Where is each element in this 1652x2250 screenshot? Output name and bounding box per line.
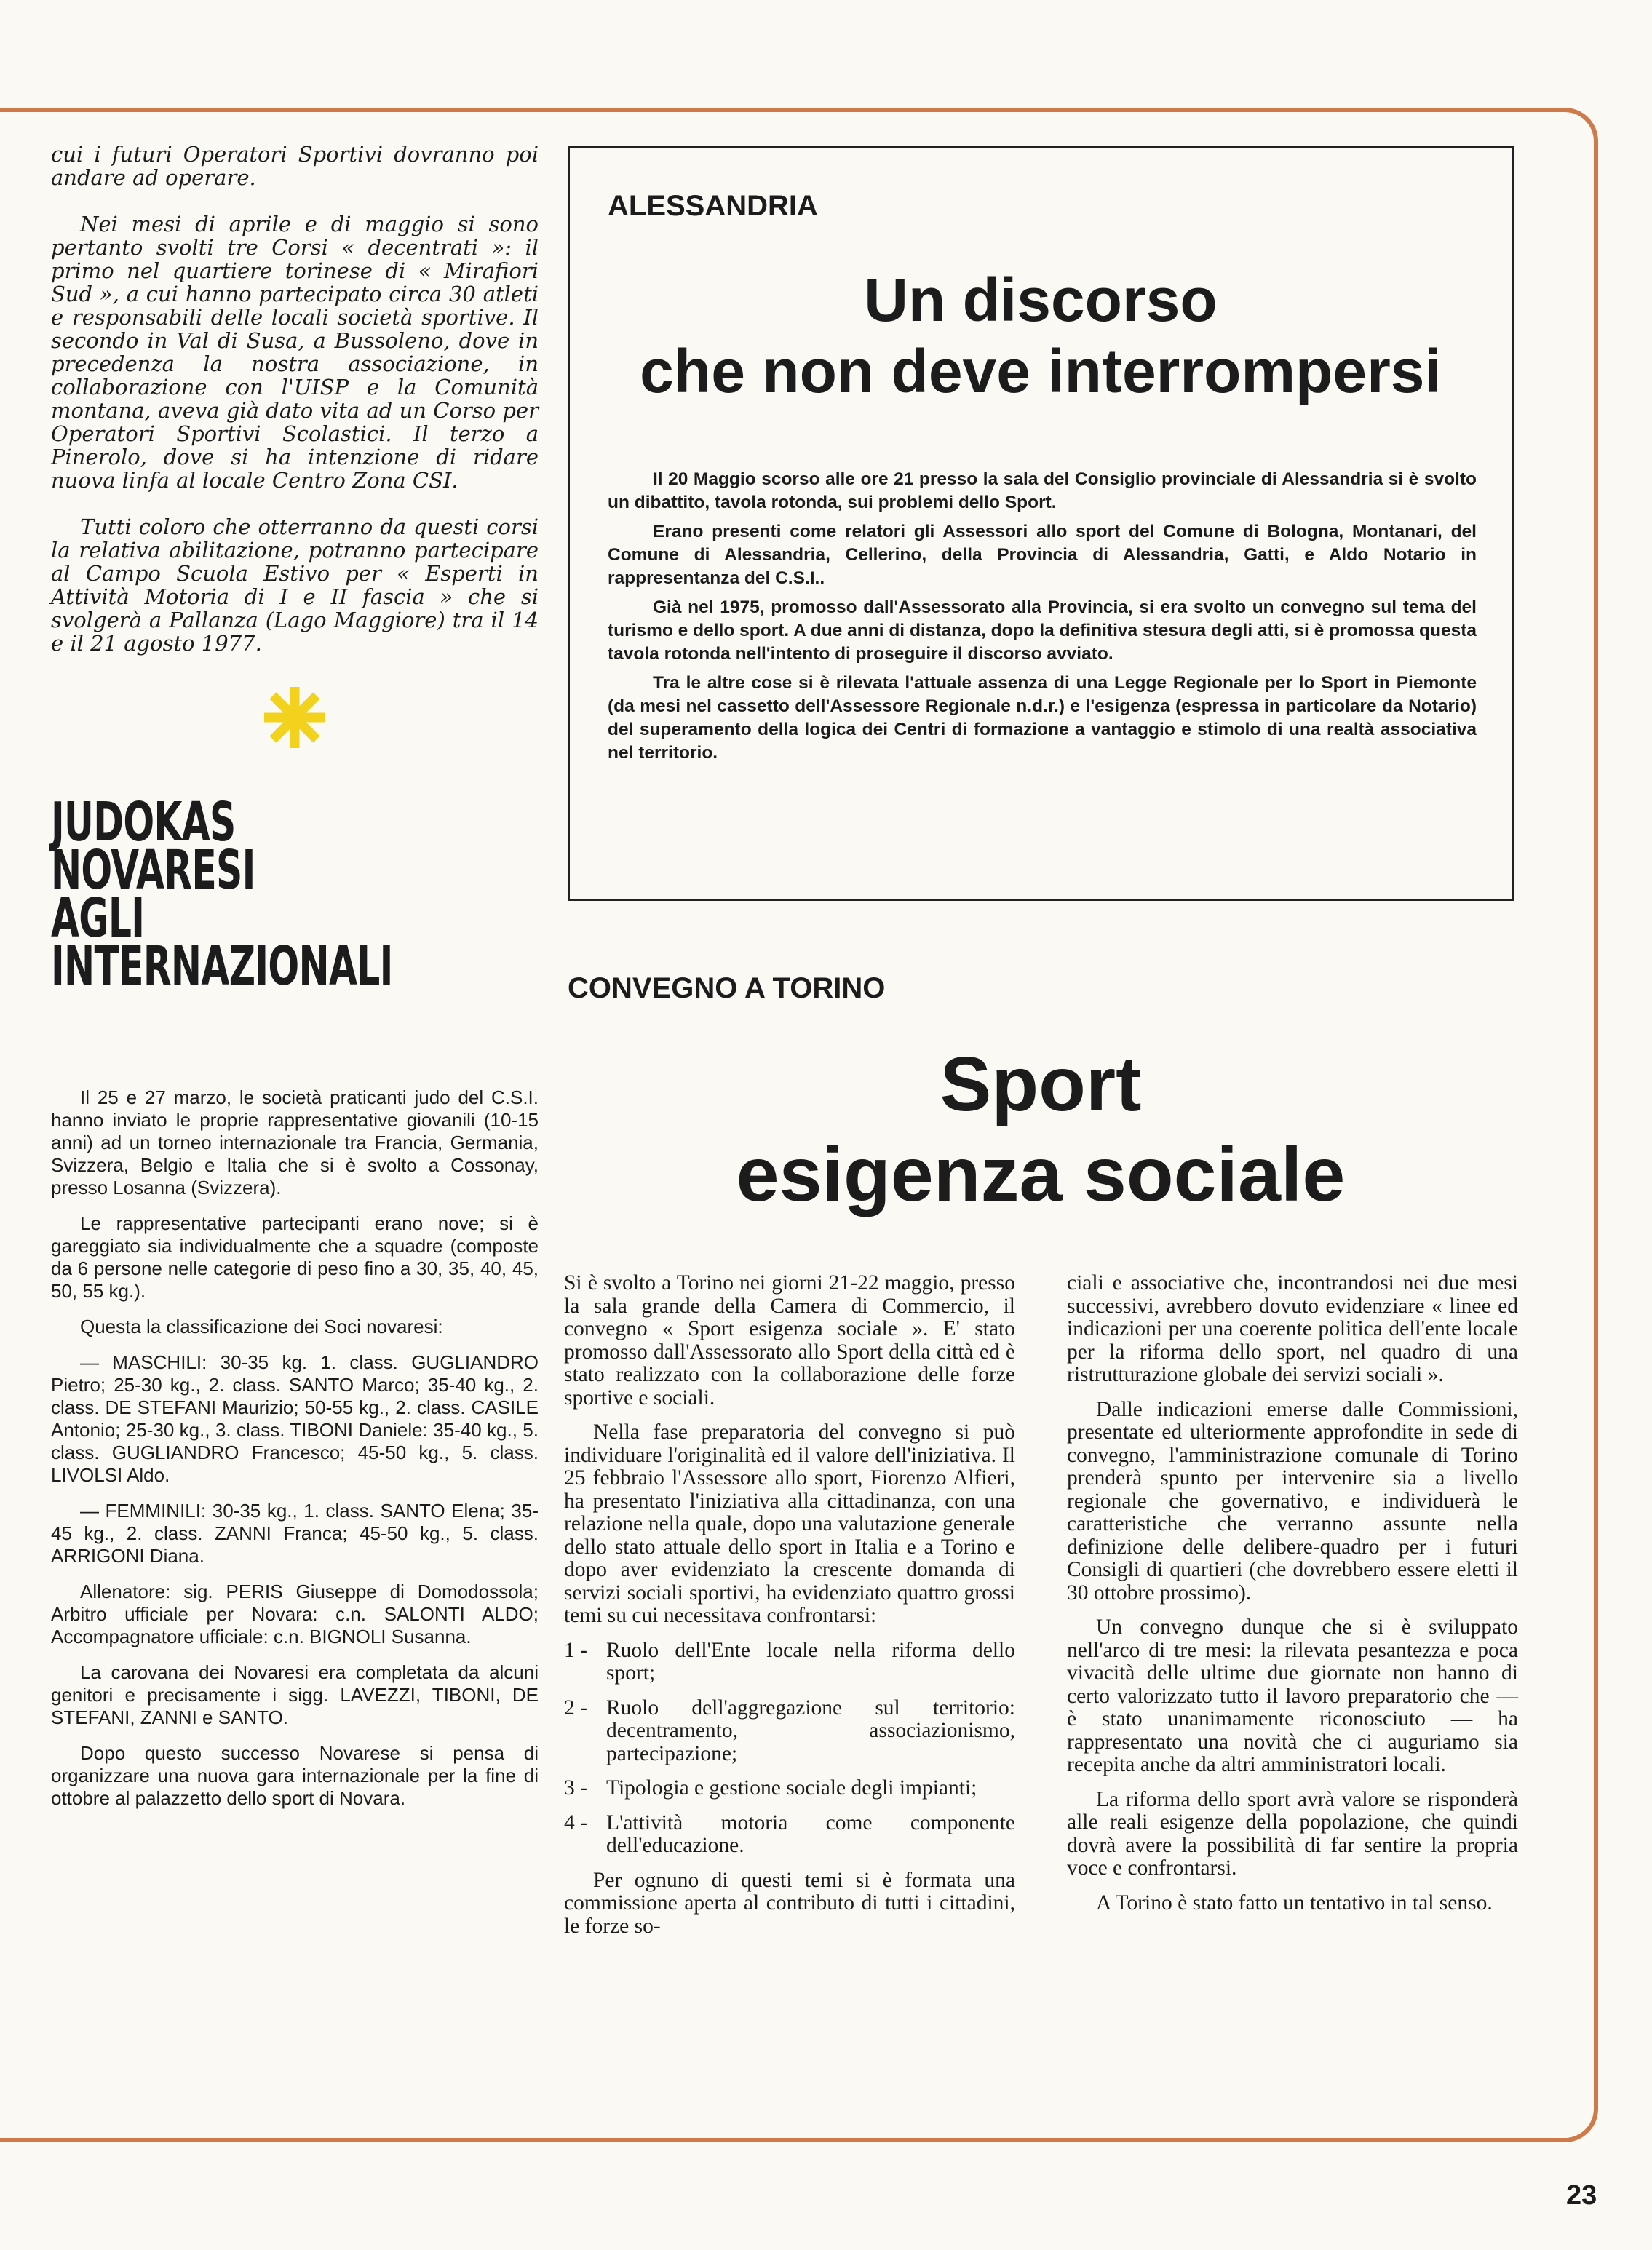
intro-paragraph: Nei mesi di aprile e di maggio si sono pertanto svolti tre Corsi « decentrati »: il primo nel quartiere torinese di « Mirafiori Sud », a cui hanno partecipato circa 30 atleti e responsabili delle locali società sportive. Il secondo in Val di Susa, a Bussoleno, dove in precedenza la nostra associazione, in collaborazione con l'UISP e la Comunità montana, aveva già dato vita ad un Corso per Operatori Sportivi Scolastici. Il terzo a Pinerolo, dove si ha intenzione di ridare nuova linfa al locale Centro Zona CSI. xyxy=(51,212,539,493)
judo-paragraph: Allenatore: sig. PERIS Giuseppe di Domodossola; Arbitro ufficiale per Novara: c.n. SALONTI ALDO; Accompagnatore ufficiale: c.n. BIGNOLI Susanna. xyxy=(51,1581,539,1647)
list-item xyxy=(564,1777,1015,1800)
list-item xyxy=(564,1697,1015,1766)
torino-column-a xyxy=(564,1272,1015,1949)
list-item xyxy=(564,1812,1015,1858)
list-number: 2 - xyxy=(564,1696,587,1720)
judo-paragraph: Le rappresentative partecipanti erano nove; si è gareggiato sia individualmente che a squadre (composte da 6 persone nelle categorie di peso fino a 30, 35, 40, 45, 50, 55 kg.). xyxy=(51,1212,539,1302)
judo-paragraph: — MASCHILI: 30-35 kg. 1. class. GUGLIANDRO Pietro; 25-30 kg., 2. class. SANTO Marco; 35-40 kg., 2. class. DE STEFANI Maurizio; 50-55 kg., 2. class. CASILE Antonio; 25-30 kg., 3. class. TIBONI Daniele: 35-40 kg., 5. class. GUGLIANDRO Francesco; 45-50 kg., 5. class. LIVOLSI Aldo. xyxy=(51,1351,539,1486)
judo-paragraph: Questa la classificazione dei Soci novaresi: xyxy=(80,1316,443,1337)
torino-kicker: CONVEGNO A TORINO xyxy=(568,972,886,1004)
list-item xyxy=(564,1639,1015,1685)
torino-paragraph: A Torino è stato fatto un tentativo in tal senso. xyxy=(1096,1891,1493,1915)
left-column xyxy=(51,143,539,1823)
alessandria-box xyxy=(568,146,1514,901)
list-text: Ruolo dell'Ente locale nella riforma dello sport; xyxy=(606,1638,1015,1685)
torino-title-line: esigenza sociale xyxy=(736,1132,1346,1217)
list-number: 1 - xyxy=(564,1638,587,1662)
torino-column-b xyxy=(1067,1272,1518,1926)
torino-paragraph: Si è svolto a Torino nei giorni 21-22 maggio, presso la sala grande della Camera di Commercio, il convegno « Sport esigenza sociale ». E' stato promosso dall'Assessorato allo Sport della città ed è stato realizzato con la collaborazione delle forze sportive e sociali. xyxy=(564,1271,1015,1410)
torino-paragraph: Per ognuno di questi temi si è formata una commissione aperta al contributo di tutti i cittadini, le forze so- xyxy=(564,1868,1015,1938)
page-number: 23 xyxy=(1566,2180,1597,2211)
intro-paragraph: cui i futuri Operatori Sportivi dovranno poi andare ad operare. xyxy=(51,142,539,190)
list-number: 3 - xyxy=(564,1776,587,1800)
asterisk-icon xyxy=(51,684,539,755)
torino-paragraph: Dalle indicazioni emerse dalle Commissioni, presentate ed ulteriormente approfondite in sede di convegno, l'amministrazione comunale di Torino prenderà spunto per intervenire sia a livello regionale che governativo, e individuerà le caratteristiche che verranno assunte nella definizione delle delibere-quadro per i futuri Consigli di quartieri (che dovrebbero essere eletti il 30 ottobre prossimo). xyxy=(1067,1397,1518,1605)
judo-paragraph: — FEMMINILI: 30-35 kg., 1. class. SANTO Elena; 35-45 kg., 2. class. ZANNI Franca; 45-50 kg., 5. class. ARRIGONI Diana. xyxy=(51,1500,539,1567)
judo-paragraph: Dopo questo successo Novarese si pensa di organizzare una nuova gara internazionale per la fine di ottobre al palazzetto dello sport di Novara. xyxy=(51,1742,539,1809)
judo-article-body xyxy=(51,1086,539,1810)
list-text: Ruolo dell'aggregazione sul territorio: decentramento, associazionismo, partecipazione; xyxy=(606,1696,1015,1765)
alessandria-paragraph: Erano presenti come relatori gli Assessori allo sport del Comune di Bologna, Montanari, del Comune di Alessandria, Cellerino, della Provincia di Alessandria, Gatti, e Aldo Notario in rappresentanza del C.S.I.. xyxy=(608,522,1477,588)
list-text: L'attività motoria come componente dell'educazione. xyxy=(606,1810,1015,1857)
judo-headline: JUDOKAS NOVARESI AGLI INTERNAZIONALI xyxy=(51,791,393,998)
judo-paragraph: Il 25 e 27 marzo, le società praticanti judo del C.S.I. hanno inviato le proprie rappresentative giovanili (10-15 anni) ad un torneo internazionale tra Francia, Germania, Svizzera, Belgio e Italia che si è svolto a Cossonay, presso Losanna (Svizzera). xyxy=(51,1086,539,1198)
alessandria-paragraph: Il 20 Maggio scorso alle ore 21 presso la sala del Consiglio provinciale di Alessandria si è svolto un dibattito, tavola rotonda, sui problemi dello Sport. xyxy=(608,469,1477,512)
list-text: Tipologia e gestione sociale degli impianti; xyxy=(606,1776,977,1800)
alessandria-paragraph: Tra le altre cose si è rilevata l'attuale assenza di una Legge Regionale per lo Sport in Piemonte (da mesi nel cassetto dell'Assessore Regionale n.d.r.) e l'esigenza (espressa in particolare da Notario) del superamento della logica dei Centri di formazione a vantaggio e stimolo di una realtà associativa nel territorio. xyxy=(608,673,1477,763)
torino-paragraph: Un convegno dunque che si è sviluppato nell'arco di tre mesi: la rilevata pesantezza e poca vivacità delle ultime due giornate non hanno di certo valorizzato tutto il lavoro preparatorio che — è stato unanimamente riconosciuto — ha rappresentato una novità che ci auguriamo sia recepita anche da altri amministratori locali. xyxy=(1067,1615,1518,1776)
alessandria-title xyxy=(570,264,1512,407)
torino-paragraph: La riforma dello sport avrà valore se risponderà alle reali esigenze della popolazione, che quindi dovrà avere la possibilità di far sentire la propria voce e confrontarsi. xyxy=(1067,1787,1518,1880)
judo-paragraph: La carovana dei Novaresi era completata da alcuni genitori e precisamente i sigg. LAVEZZI, TIBONI, DE STEFANI, ZANNI e SANTO. xyxy=(51,1661,539,1728)
alessandria-paragraph: Già nel 1975, promosso dall'Assessorato alla Provincia, si era svolto un convegno sul tema del turismo e dello sport. A due anni di distanza, dopo la definitiva stesura degli atti, si è promossa questa tavola rotonda nell'intento di proseguire il discorso avviato. xyxy=(608,597,1477,664)
torino-title xyxy=(568,1039,1514,1220)
torino-title-line: Sport xyxy=(940,1041,1142,1127)
torino-paragraph: ciali e associative che, incontrandosi nei due mesi successivi, avrebbero dovuto evidenziare « linee ed indicazioni per una coerente politica dell'ente locale per la riforma dello sport, nel quadro di una ristrutturazione globale dei servizi sociali ». xyxy=(1067,1271,1518,1386)
intro-paragraph: Tutti coloro che otterranno da questi corsi la relativa abilitazione, potranno partecipare al Campo Scuola Estivo per « Esperti in Attività Motoria di I e II fascia » che si svolgerà a Pallanza (Lago Maggiore) tra il 14 e il 21 agosto 1977. xyxy=(51,514,539,656)
alessandria-title-line: Un discorso xyxy=(864,266,1218,334)
alessandria-body xyxy=(608,468,1477,771)
alessandria-kicker: ALESSANDRIA xyxy=(608,190,818,222)
alessandria-title-line: che non deve interrompersi xyxy=(640,337,1442,405)
list-number: 4 - xyxy=(564,1810,587,1834)
torino-paragraph: Nella fase preparatoria del convegno si può individuare l'originalità ed il valore dell'iniziativa. Il 25 febbraio l'Assessore allo sport, Fiorenzo Alfieri, ha presentato l'iniziativa alla cittadinanza, con una relazione nella quale, dopo una valutazione generale dello stato attuale dello sport in Italia e a Torino e dopo aver evidenziato la crescente domanda di servizi sociali sportivi, ha evidenziato quattro grossi temi su cui necessitava confrontarsi: xyxy=(564,1420,1015,1627)
